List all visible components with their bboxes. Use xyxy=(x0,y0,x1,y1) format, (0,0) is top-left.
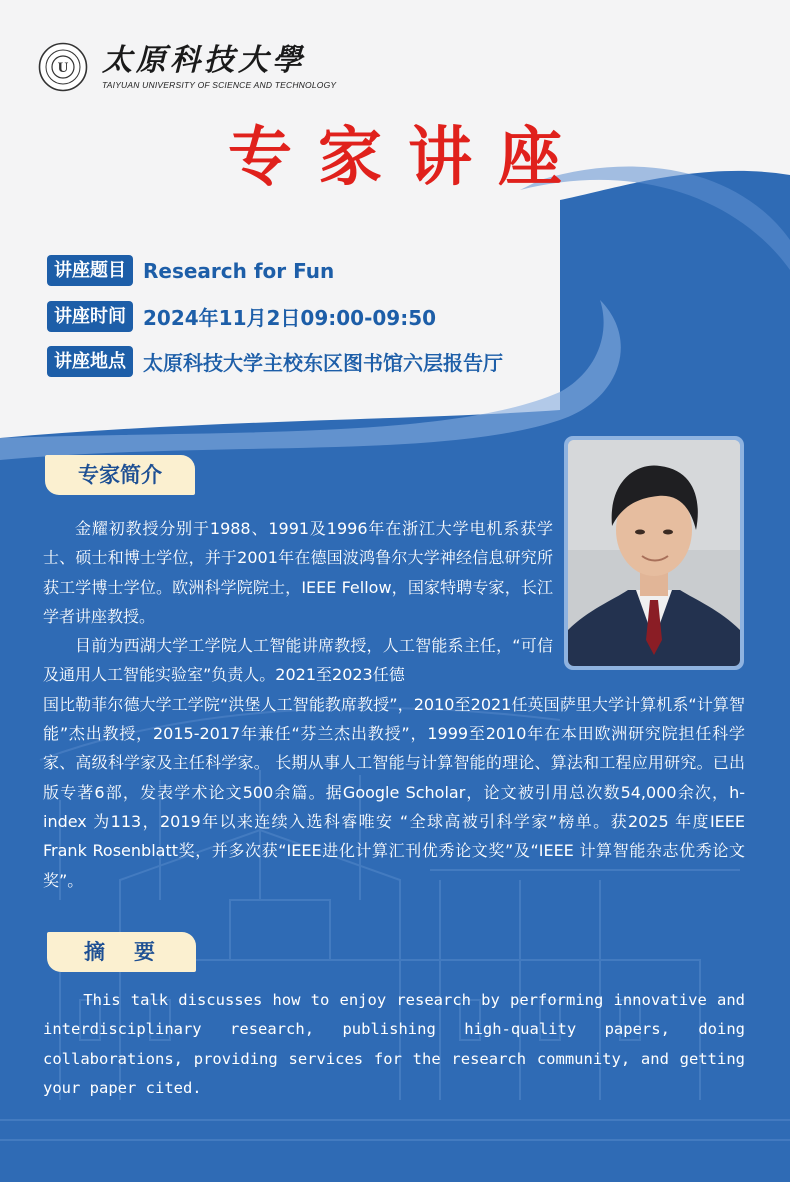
bio-paragraph-1: 金耀初教授分别于1988、1991及1996年在浙江大学电机系获学士、硕士和博士学位，并于2001年在德国波鸿鲁尔大学神经信息研究所获工学博士学位。欧洲科学院院士，IEEE Fellow，国家特聘专家，长江学者讲座教授。 xyxy=(43,519,553,626)
info-row-location xyxy=(47,346,503,377)
abstract-text: This talk discusses how to enjoy research by performing innovative and interdisciplinary research, publishing high-quality papers, doing collaborations, providing services for the research community, and getting your paper cited. xyxy=(43,991,745,1097)
info-label-time: 讲座时间 xyxy=(47,301,133,332)
info-value-location: 太原科技大学主校东区图书馆六层报告厅 xyxy=(143,351,503,375)
university-name-cn: 太原科技大學 xyxy=(102,43,306,78)
info-row-time xyxy=(47,301,436,332)
university-name-en: TAIYUAN UNIVERSITY OF SCIENCE AND TECHNOLOGY xyxy=(102,80,337,90)
info-row-topic xyxy=(47,255,334,286)
bio-text xyxy=(43,514,745,895)
info-value-time: 2024年11月2日09:00-09:50 xyxy=(143,306,437,330)
info-value-topic: Research for Fun xyxy=(143,258,335,283)
section-tab-bio: 专家简介 xyxy=(45,455,195,495)
poster-title: 专家讲座 xyxy=(228,120,588,195)
seal-letter: U xyxy=(57,60,69,76)
university-header xyxy=(38,42,336,92)
bio-paragraph-2-continued: 国比勒菲尔德大学工学院“洪堡人工智能教席教授”，2010至2021任英国萨里大学计算机系“计算智能”杰出教授，2015-2017年兼任“芬兰杰出教授”，1999至2010年在本田欧洲研究院担任科学家、高级科学家及主任科学家。 长期从事人工智能与计算智能的理论、算法和工程应用研究。已出版专著6部，发表学术论文500余篇。据Google Scholar，论文被引用总次数54,000余次，h-index 为113，2019年以来连续入选科睿唯安 “全球高被引科学家”榜单。获2025 年度IEEE Frank Rosenblatt奖，并多次获“IEEE进化计算汇刊优秀论文奖”及“IEEE 计算智能杂志优秀论文奖”。 xyxy=(43,694,745,890)
info-label-topic: 讲座题目 xyxy=(47,255,133,286)
university-seal-icon xyxy=(38,42,88,92)
bio-paragraph-2-start: 目前为西湖大学工学院人工智能讲席教授，人工智能系主任，“可信及通用人工智能实验室”负责人。2021至2023任德 xyxy=(43,636,553,685)
section-tab-abstract: 摘 要 xyxy=(47,932,196,972)
info-label-location: 讲座地点 xyxy=(47,346,133,377)
university-name-block xyxy=(102,44,336,90)
